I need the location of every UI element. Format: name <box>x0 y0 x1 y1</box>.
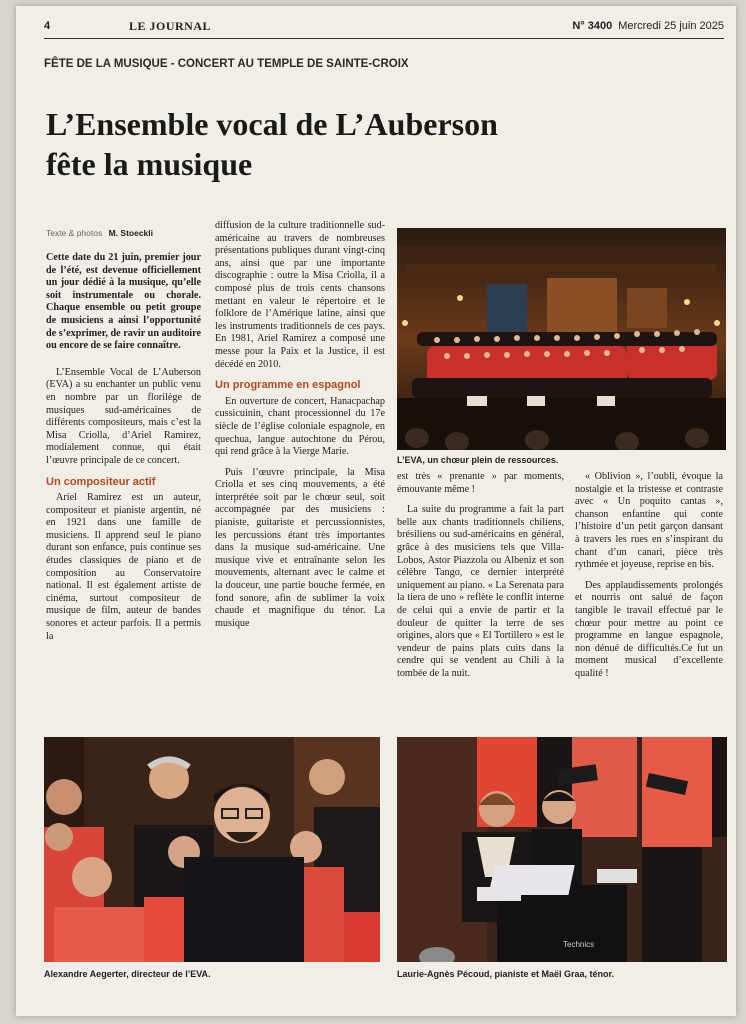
article-column-4 <box>575 471 723 689</box>
piano-brand-label: Technics <box>563 940 595 949</box>
byline <box>46 228 153 238</box>
page-number: 4 <box>44 20 51 32</box>
paragraph: diffusion de la culture traditionnelle sud-américaine au travers de nombreuses présentations publiques durant vingt-cinq ans, ainsi que par une importante discographie : outre la Misa Criolla, il a composé plus de trois cents chansons mettant en valeur le répertoire et le folklore de l’Amérique latine, ainsi que les instruments traditionnels de ces pays. En 1981, Ariel Ramirez a composé une messe pour la Paix et la Justice, il est décédé en 2010. <box>215 220 385 370</box>
paragraph: Puis l’œuvre principale, la Misa Criolla et ses cinq mouvements, a été interprétée soit par le chœur seul, soit accompagnée par des musiciens : pianiste, guitariste et percussionnistes, les percussions étant très importantes dans la musique sud-américaine. Une musique vive et entraînante selon les mouvements, alternant avec le calme et la douceur, une partie bouche fermée, en fond sonore, afin de sublimer la voix chaude et magnifique du ténor. La musique <box>215 466 385 629</box>
paragraph: Des applaudissements prolongés et nourris ont salué de façon tangible le travail effectué par le chœur pour mettre au point ce programme en langue espagnole, non dénué de difficultés.Ce fut un moment musical d’excellente qualité ! <box>575 579 723 679</box>
paragraph: L’Ensemble Vocal de L’Auberson (EVA) a su enchanter un public venu en nombre par un florilège de musiques sud-américaines de différents compositeurs, mais c’est la Misa Criolla, d’Ariel Ramirez, modialement connue, qui était l’œuvre principale de ce concert. <box>46 366 201 466</box>
choir-photo-image <box>397 228 726 450</box>
byline-author: M. Stoeckli <box>108 228 154 238</box>
director-photo <box>44 737 380 962</box>
article-column-3 <box>397 471 564 689</box>
title-line-1: L’Ensemble vocal de L’Auberson <box>46 106 498 142</box>
newspaper-page <box>16 6 736 1016</box>
article-lead: Cette date du 21 juin, premier jour de l’été, est devenue officiellement un jour dédié à la musique, qu’elle soit instrumentale ou chorale. Chaque ensemble ou petit groupe de musiciens a ainsi l’opportunité de s’exprimer, de ravir un auditoire ou encore de se faire connaître. <box>46 252 201 352</box>
pianist-tenor-photo <box>397 737 727 962</box>
paragraph: « Oblivion », l’oubli, évoque la nostalgie et la tristesse et contraste avec « Un poquito cantas », chanson enfantine qui conte l’histoire d’un petit garçon dansant à travers les rues en s’inspirant du chant d’un canari, pièce très rythmée et joyeuse, reprise en bis. <box>575 471 723 571</box>
issue-info <box>572 20 724 32</box>
article-column-1 <box>46 252 201 651</box>
subheading: Un compositeur actif <box>46 475 156 488</box>
choir-photo-caption: L’EVA, un chœur plein de ressources. <box>397 455 559 465</box>
byline-label: Texte & photos <box>46 228 103 238</box>
subheading: Un programme en espagnol <box>215 379 361 392</box>
director-photo-caption: Alexandre Aegerter, directeur de l’EVA. <box>44 969 211 979</box>
page-header <box>44 20 724 39</box>
issue-number: N° 3400 <box>572 20 613 32</box>
paragraph: est très « prenante » par moments, émouvante même ! <box>397 471 564 495</box>
newspaper-logo: LE JOURNAL <box>129 19 212 33</box>
pianist-tenor-photo-image <box>397 737 727 962</box>
article-title <box>46 104 666 184</box>
title-line-2: fête la musique <box>46 146 253 182</box>
section-kicker: FÊTE DE LA MUSIQUE - CONCERT AU TEMPLE DE SAINTE-CROIX <box>44 58 409 70</box>
pianist-tenor-photo-caption: Laurie-Agnès Pécoud, pianiste et Maël Graa, ténor. <box>397 969 615 979</box>
issue-date: Mercredi 25 juin 2025 <box>618 20 724 32</box>
paragraph: Ariel Ramirez est un auteur, compositeur et pianiste argentin, né en 1921 dans une famille de musiciens. Il apprend seul le piano durant son enfance, puis continue ses études classiques de piano et de composition au Conservatoire national. Il est également artiste de cinéma, surtout compositeur de musique de film, auteur de bandes sonores et acteur parfois. Il a permis la <box>46 492 201 642</box>
paragraph: En ouverture de concert, Hanacpachap cussicuinin, chant processionnel du 17e siècle de l’église coloniale espagnole, en quechua, langue autochtone du Pérou, qui rend grâce à la Vierge Marie. <box>215 395 385 458</box>
article-column-2 <box>215 220 385 638</box>
paragraph: La suite du programme a fait la part belle aux chants traditionnels chiliens, brésiliens ou sud-américains en général, grâce à des musiciens tels que Villa-Lobos, Astor Piazzola ou Albeniz et son célèbre Tango, ce dernier interprété uniquement au piano. « La Serenata para la tiera de uno » reflète le conflit interne de celui qui a envie de partir et la douleur de quitter la terre de ses origines, alors que « El Tortillero » est le vendeur de pains plats cuits dans la cendre qui se vendent au Chili à la tombée de la nuit. <box>397 504 564 679</box>
director-photo-image <box>44 737 380 962</box>
choir-photo <box>397 228 726 450</box>
